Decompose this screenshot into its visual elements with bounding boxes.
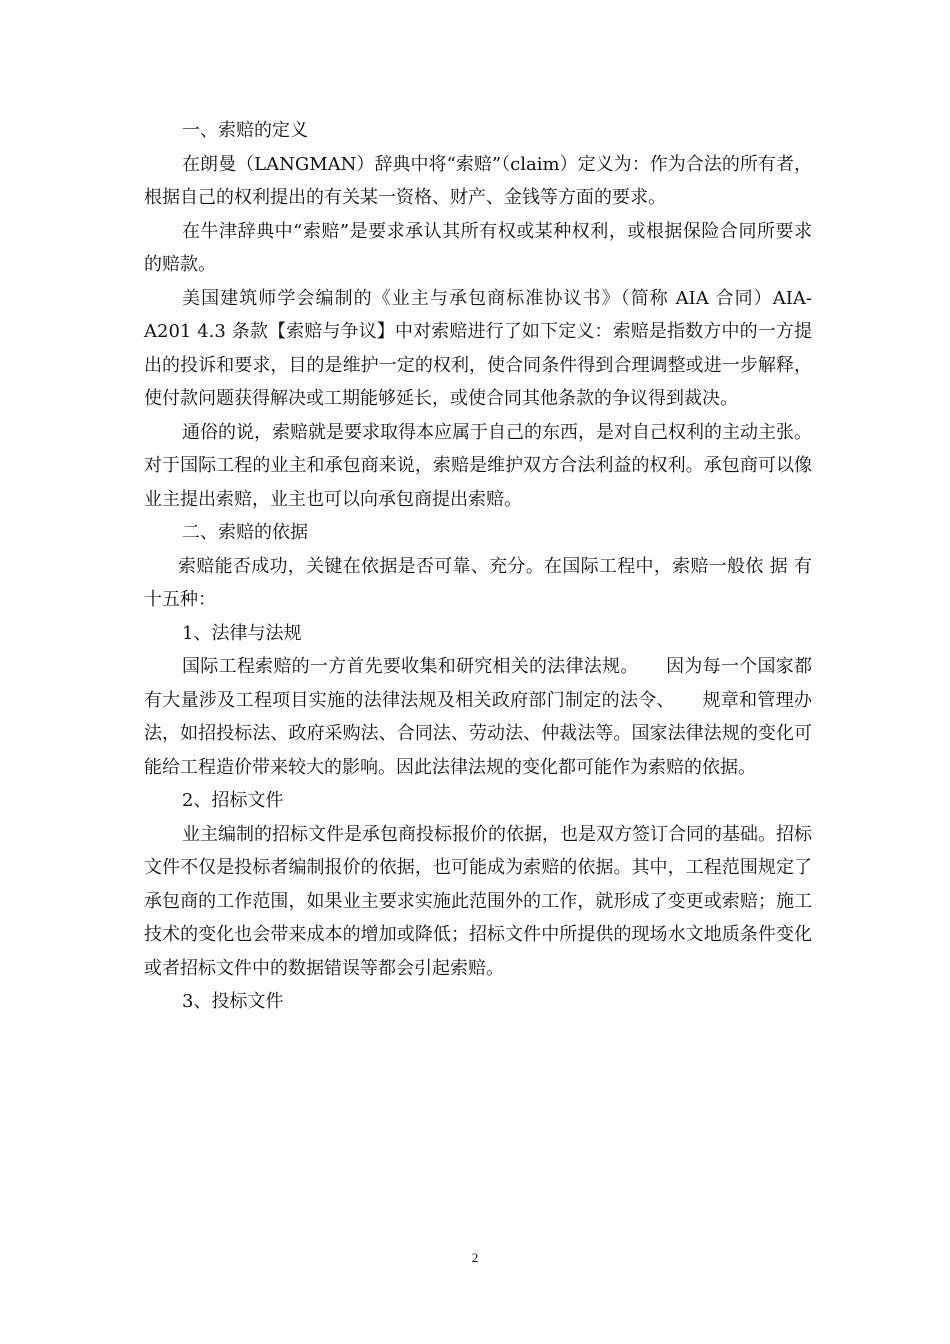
paragraph: 在牛津辞典中“索赔”是要求承认其所有权或某种权利，或根据保险合同所要求的赔款。 <box>144 220 812 275</box>
paragraph: 通俗的说，索赔就是要求取得本应属于自己的东西，是对自己权利的主动主张。对于国际工程的业主和承包商来说，索赔是维护双方合法利益的权利。承包商可以像业主提出索赔，业主也可以向承包商提出索赔。 <box>144 421 812 510</box>
document-body <box>144 114 812 1019</box>
paragraph: 在朗曼（LANGMAN）辞典中将“索赔”（claim）定义为：作为合法的所有者，根据自己的权利提出的有关某一资格、财产、金钱等方面的要求。 <box>144 153 812 208</box>
subsection-heading: 1、法律与法规 <box>182 622 302 644</box>
section-heading: 二、索赔的依据 <box>182 522 308 543</box>
paragraph: 索赔能否成功，关键在依据是否可靠、充分。在国际工程中，索赔一般依 据 有十五种： <box>144 555 812 610</box>
page-number: 2 <box>471 1250 479 1265</box>
paragraph: 国际工程索赔的一方首先要收集和研究相关的法律法规。 因为每一个国家都有大量涉及工程项目实施的法律法规及相关政府部门制定的法令、 规章和管理办法，如招投标法、政府采购法、合同法、劳动法、仲裁法等。国家法律法规的变化可能给工程造价带来较大的影响。因此法律法规的变化都可能作为索赔的依据。 <box>144 656 812 778</box>
subsection-heading: 3、投标文件 <box>182 991 284 1012</box>
section-heading: 一、索赔的定义 <box>182 120 308 141</box>
subsection-heading: 2、招标文件 <box>182 790 284 811</box>
paragraph: 业主编制的招标文件是承包商投标报价的依据，也是双方签订合同的基础。招标文件不仅是投标者编制报价的依据，也可能成为索赔的依据。其中，工程范围规定了承包商的工作范围，如果业主要求实施此范围外的工作，就形成了变更或索赔；施工技术的变化也会带来成本的增加或降低；招标文件中所提供的现场水文地质条件变化或者招标文件中的数据错误等都会引起索赔。 <box>144 823 812 979</box>
paragraph: 美国建筑师学会编制的《业主与承包商标准协议书》（简称 AIA 合同）AIA-A201 4.3 条款【索赔与争议】中对索赔进行了如下定义：索赔是指数方中的一方提出的投诉和要求，目的是维护一定的权利，使合同条件得到合理调整或进一步解释，使付款问题获得解决或工期能够延长，或使合同其他条款的争议得到裁决。 <box>144 287 812 409</box>
